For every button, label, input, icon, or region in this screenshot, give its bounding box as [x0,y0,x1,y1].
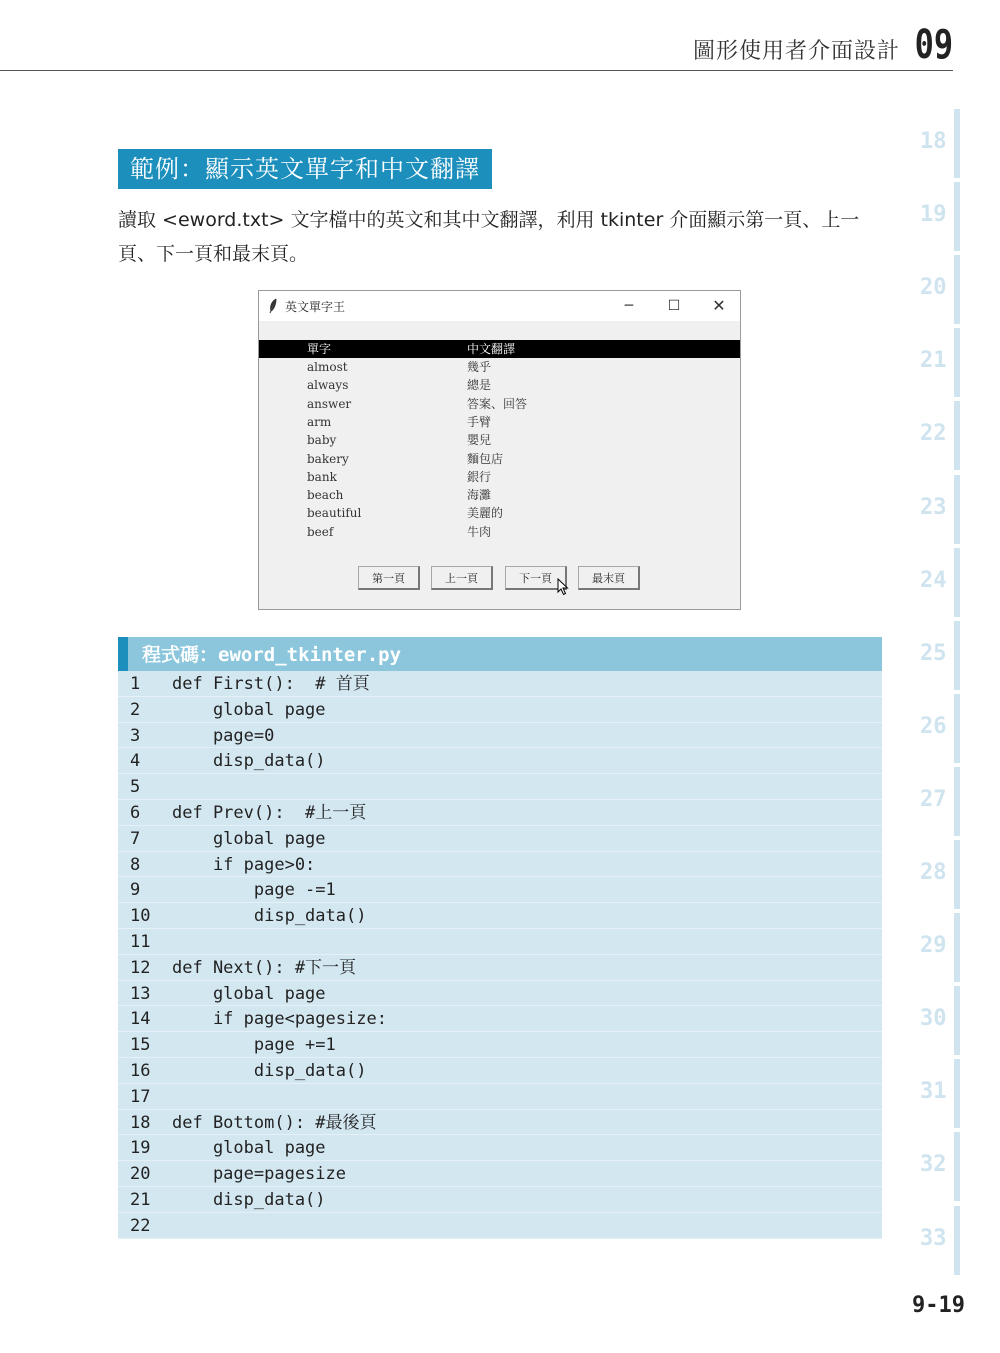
line-code: def First(): # 首頁 [172,674,370,694]
chapter-title: 圖形使用者介面設計 [692,39,900,64]
side-tab: 23 [920,475,960,544]
code-line [118,826,882,852]
side-tab: 32 [920,1132,960,1201]
line-number: 18 [130,1112,151,1133]
code-line [118,1006,882,1032]
line-code: page +=1 [172,1035,336,1056]
code-line [118,1058,882,1084]
word-cell: beautiful [307,506,362,521]
prev-page-button[interactable]: 上一頁 [431,566,493,590]
code-line [118,800,882,826]
chapter-number: 09 [914,22,953,68]
description: 讀取 <eword.txt> 文字檔中的英文和其中文翻譯，利用 tkinter 介面顯示第一頁、上一頁、下一頁和最末頁。 [118,209,860,265]
line-number: 14 [130,1009,151,1030]
line-number: 8 [130,854,141,875]
code-filename: 程式碼：eword_tkinter.py [142,644,402,666]
line-number: 3 [130,725,141,746]
page-number: 9-19 [912,1293,965,1318]
line-number: 19 [130,1138,151,1159]
side-tab: 24 [920,548,960,617]
code-block [118,637,882,1239]
word-cell: bank [307,469,337,484]
side-tab: 27 [920,767,960,836]
section-title: 範例：顯示英文單字和中文翻譯 [118,149,492,189]
line-number: 1 [130,674,141,694]
list-item[interactable] [259,504,740,522]
line-code: def Prev(): #上一頁 [172,802,367,823]
side-tab: 26 [920,694,960,763]
line-number: 21 [130,1189,151,1210]
feather-icon [268,298,278,314]
side-tab: 21 [920,328,960,397]
line-code: if page<pagesize: [172,1009,387,1030]
line-number: 11 [130,931,151,952]
line-code: disp_data() [172,1189,326,1210]
side-tab: 19 [920,182,960,251]
list-item[interactable] [259,431,740,449]
side-tab: 20 [920,255,960,324]
translation-cell: 美麗的 [467,506,504,521]
maximize-icon[interactable]: ☐ [667,298,681,314]
side-tab: 31 [920,1059,960,1128]
code-header-accent [118,637,128,671]
line-number: 12 [130,957,151,978]
line-number: 7 [130,828,141,849]
word-cell: arm [307,414,332,429]
code-line [118,671,882,697]
list-item[interactable] [259,450,740,468]
line-code: if page>0: [172,854,316,875]
code-line [118,1135,882,1161]
line-code: global page [172,1138,326,1159]
line-number: 5 [130,777,141,798]
line-number: 17 [130,1086,151,1107]
line-number: 9 [130,880,141,901]
code-line [118,1032,882,1058]
line-number: 2 [130,699,141,720]
code-line [118,723,882,749]
list-header [259,340,740,358]
column-header-word: 單字 [307,342,332,356]
line-code: disp_data() [172,1060,367,1081]
word-cell: beach [307,488,344,503]
code-line [118,1084,882,1110]
word-list [259,340,740,545]
line-number: 20 [130,1164,151,1185]
translation-cell: 幾乎 [467,360,492,374]
word-cell: baby [307,433,337,448]
next-page-button[interactable]: 下一頁 [505,566,567,590]
code-header [118,637,882,671]
list-item[interactable] [259,395,740,413]
side-tab: 33 [920,1206,960,1275]
list-item[interactable] [259,486,740,504]
side-tab: 18 [920,109,960,178]
translation-cell: 總是 [467,378,492,393]
code-line [118,1213,882,1239]
line-code: disp_data() [172,906,367,927]
translation-cell: 海灘 [467,488,492,503]
line-code: page=0 [172,725,275,746]
word-cell: beef [307,524,334,539]
first-page-button[interactable]: 第一頁 [358,566,420,590]
translation-cell: 麵包店 [467,451,504,466]
title-bar [259,291,740,321]
translation-cell: 牛肉 [467,524,492,539]
code-line [118,1110,882,1136]
line-code: disp_data() [172,751,326,772]
cursor-icon [557,578,569,596]
code-line [118,1161,882,1187]
word-cell: answer [307,396,352,411]
line-number: 16 [130,1060,151,1081]
list-item[interactable] [259,413,740,431]
translation-cell: 答案、回答 [467,396,528,411]
line-number: 10 [130,906,151,927]
code-line [118,774,882,800]
window-title: 英文單字王 [285,300,346,314]
list-item[interactable] [259,376,740,394]
code-lines [118,671,882,1239]
last-page-button[interactable]: 最末頁 [578,566,640,590]
line-number: 13 [130,983,151,1004]
word-cell: bakery [307,451,349,466]
code-line [118,748,882,774]
line-code: page -=1 [172,880,336,901]
line-number: 15 [130,1035,151,1056]
list-item[interactable] [259,523,740,541]
side-tab: 30 [920,986,960,1055]
line-code: global page [172,983,326,1004]
code-line [118,981,882,1007]
minimize-icon[interactable]: ─ [624,298,634,314]
translation-cell: 手臂 [467,414,492,429]
side-tab: 25 [920,621,960,690]
list-item[interactable] [259,358,740,376]
header-rule [0,70,953,71]
side-tab: 29 [920,913,960,982]
code-line [118,1187,882,1213]
line-number: 22 [130,1215,151,1236]
line-code: page=pagesize [172,1164,346,1185]
side-tab: 22 [920,401,960,470]
line-number: 6 [130,802,141,823]
line-code: def Next(): #下一頁 [172,957,357,978]
code-line [118,697,882,723]
line-code: global page [172,828,326,849]
list-item[interactable] [259,468,740,486]
app-window-screenshot [258,290,741,610]
close-icon[interactable]: ✕ [712,296,726,315]
line-code: global page [172,699,326,720]
code-line [118,852,882,878]
translation-cell: 嬰兒 [467,433,492,448]
translation-cell: 銀行 [467,469,492,484]
code-line [118,903,882,929]
line-code: def Bottom(): #最後頁 [172,1112,377,1133]
side-tab: 28 [920,840,960,909]
word-cell: almost [307,360,348,374]
code-line [118,929,882,955]
line-number: 4 [130,751,141,772]
column-header-translation: 中文翻譯 [467,342,516,356]
code-line [118,955,882,981]
code-line [118,877,882,903]
word-cell: always [307,378,349,393]
